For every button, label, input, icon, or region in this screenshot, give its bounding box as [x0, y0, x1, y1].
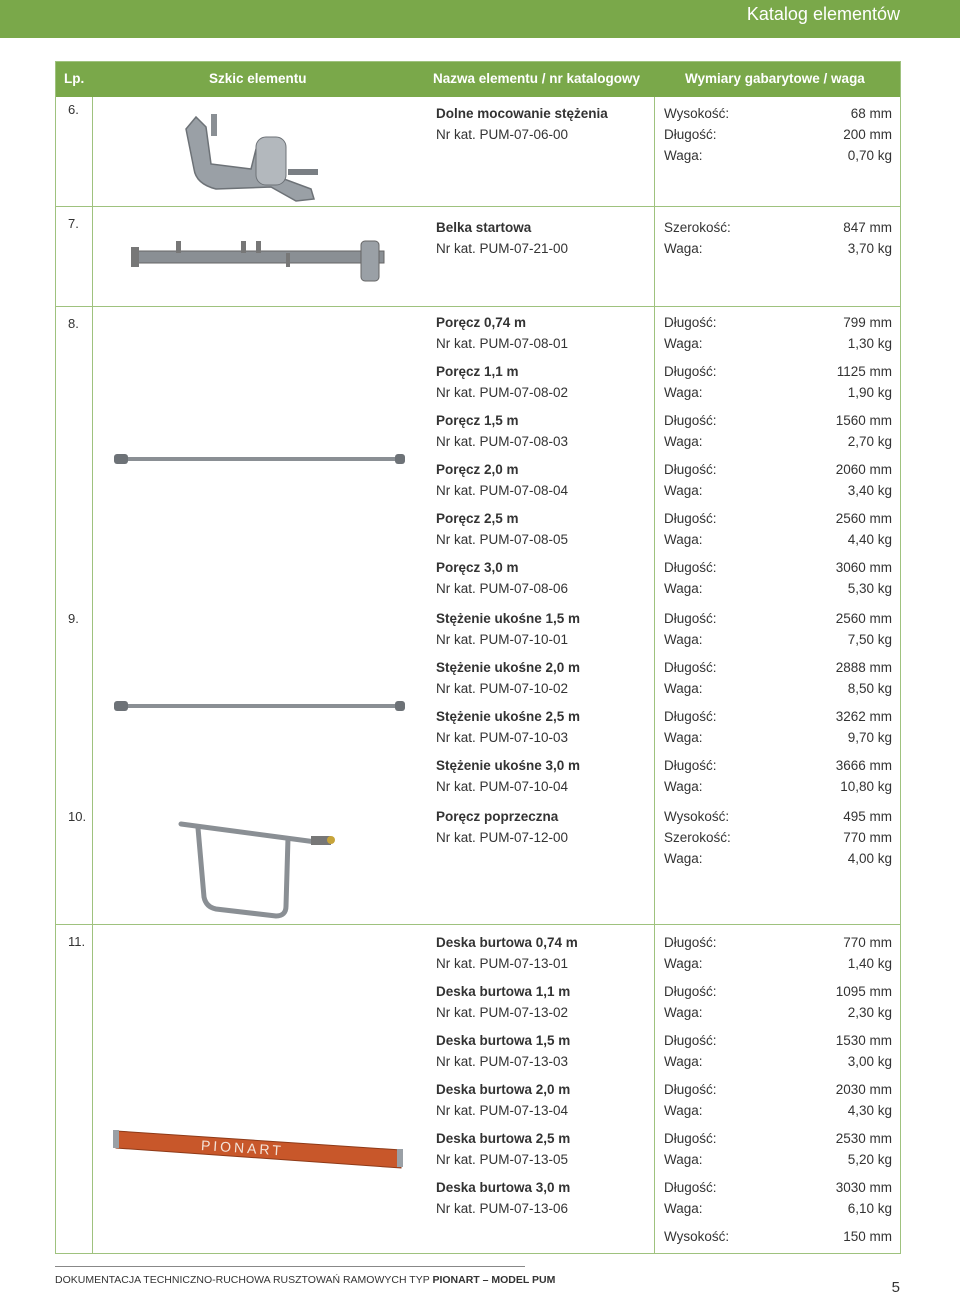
- dim-value: 1125 mm: [836, 364, 892, 379]
- dim-value: 2888 mm: [835, 660, 892, 675]
- item-dims: [664, 312, 892, 354]
- list-item: [436, 706, 651, 748]
- catalog-title: Katalog elementów: [746, 4, 900, 24]
- list-item: [436, 217, 651, 259]
- item-dims: [664, 1079, 892, 1121]
- list-item: [436, 557, 651, 599]
- list-item: [436, 1030, 651, 1072]
- item-code: Nr kat. PUM-07-08-02: [436, 385, 569, 400]
- guardrail-image: [111, 449, 411, 469]
- item-code: Nr kat. PUM-07-08-06: [436, 581, 569, 596]
- dim-label: Waga:: [664, 385, 703, 400]
- item-code: Nr kat. PUM-07-08-04: [436, 483, 569, 498]
- dim-value: 7,50 kg: [847, 632, 892, 647]
- item-code: Nr kat. PUM-07-13-05: [436, 1152, 569, 1167]
- dim-value: 3,00 kg: [847, 1054, 892, 1069]
- row-number: 7.: [68, 216, 79, 231]
- dim-label: Długość:: [664, 364, 717, 379]
- dim-label: Długość:: [664, 511, 717, 526]
- top-banner: [0, 0, 960, 38]
- row-divider: [56, 924, 900, 925]
- list-item: [436, 608, 651, 650]
- dim-value: 5,20 kg: [847, 1152, 892, 1167]
- page-number: 5: [891, 1279, 900, 1296]
- column-divider: [654, 97, 655, 1253]
- item-name: Deska burtowa 1,1 m: [436, 984, 571, 999]
- item-code: Nr kat. PUM-07-10-04: [436, 779, 569, 794]
- dim-value: 4,30 kg: [847, 1103, 892, 1118]
- row-number: 8.: [68, 316, 79, 331]
- dim-label: Długość:: [664, 660, 717, 675]
- starter-beam-image: [126, 223, 391, 293]
- dim-label: Waga:: [664, 956, 703, 971]
- dim-label: Szerokość:: [664, 830, 731, 845]
- dim-value: 1095 mm: [835, 984, 892, 999]
- item-dims: [664, 1030, 892, 1072]
- item-name: Poręcz 1,5 m: [436, 413, 519, 428]
- dim-label: Waga:: [664, 730, 703, 745]
- item-dims: [664, 706, 892, 748]
- item-dims: [664, 217, 892, 259]
- item-code: Nr kat. PUM-07-08-03: [436, 434, 569, 449]
- item-name: Stężenie ukośne 3,0 m: [436, 758, 581, 773]
- dim-label: Długość:: [664, 315, 717, 330]
- dim-value: 3,40 kg: [847, 483, 892, 498]
- dim-label: Długość:: [664, 1180, 717, 1195]
- header-sketch: Szkic elementu: [209, 71, 307, 86]
- item-name: Dolne mocowanie stężenia: [436, 106, 608, 121]
- item-dims: [664, 508, 892, 550]
- header-dims: Wymiary gabarytowe / waga: [685, 71, 865, 86]
- dim-value: 6,10 kg: [847, 1201, 892, 1216]
- dim-value: 2560 mm: [835, 511, 892, 526]
- list-item: [436, 932, 651, 974]
- dim-value: 2,70 kg: [847, 434, 892, 449]
- item-code: Nr kat. PUM-07-10-01: [436, 632, 569, 647]
- item-code: Nr kat. PUM-07-13-01: [436, 956, 569, 971]
- item-code: Nr kat. PUM-07-08-01: [436, 336, 569, 351]
- list-item: [436, 1128, 651, 1170]
- item-code: Nr kat. PUM-07-13-06: [436, 1201, 569, 1216]
- item-name: Poręcz 3,0 m: [436, 560, 519, 575]
- dim-label: Waga:: [664, 632, 703, 647]
- item-name: Stężenie ukośne 1,5 m: [436, 611, 581, 626]
- item-name: Deska burtowa 2,0 m: [436, 1082, 571, 1097]
- list-item: [436, 508, 651, 550]
- dim-value: 1,40 kg: [847, 956, 892, 971]
- list-item: [436, 410, 651, 452]
- dim-label: Długość:: [664, 709, 717, 724]
- row-number: 6.: [68, 102, 79, 117]
- item-name: Poręcz 1,1 m: [436, 364, 519, 379]
- item-dims: [664, 1177, 892, 1247]
- list-item: [436, 1177, 651, 1219]
- dim-label: Długość:: [664, 984, 717, 999]
- item-dims: [664, 755, 892, 797]
- dim-value: 2560 mm: [835, 611, 892, 626]
- dim-value: 2060 mm: [835, 462, 892, 477]
- header-lp: Lp.: [64, 71, 85, 86]
- dim-label: Waga:: [664, 1103, 703, 1118]
- dim-label: Wysokość:: [664, 809, 730, 824]
- dim-label: Długość:: [664, 1033, 717, 1048]
- list-item: [436, 312, 651, 354]
- item-dims: [664, 806, 892, 869]
- row-number: 10.: [68, 809, 87, 824]
- item-name: Deska burtowa 2,5 m: [436, 1131, 571, 1146]
- dim-value: 68 mm: [850, 106, 892, 121]
- item-code: Nr kat. PUM-07-12-00: [436, 830, 569, 845]
- dim-label: Waga:: [664, 336, 703, 351]
- item-name: Deska burtowa 0,74 m: [436, 935, 578, 950]
- header-name: Nazwa elementu / nr katalogowy: [433, 71, 641, 86]
- dim-label: Długość:: [664, 462, 717, 477]
- dim-label: Długość:: [664, 1131, 717, 1146]
- list-item: [436, 755, 651, 797]
- cross-guardrail-image: [176, 812, 336, 922]
- item-dims: [664, 459, 892, 501]
- dim-label: Długość:: [664, 758, 717, 773]
- item-dims: [664, 1128, 892, 1170]
- toe-board-image: [111, 1126, 406, 1181]
- dim-label: Długość:: [664, 935, 717, 950]
- column-divider: [92, 97, 93, 1253]
- dim-value: 3666 mm: [835, 758, 892, 773]
- dim-value: 847 mm: [843, 220, 892, 235]
- item-dims: [664, 361, 892, 403]
- item-dims: [664, 657, 892, 699]
- dim-label: Waga:: [664, 1054, 703, 1069]
- item-name: Poręcz 2,0 m: [436, 462, 519, 477]
- dim-label: Wysokość:: [664, 1229, 730, 1244]
- dim-value: 3262 mm: [835, 709, 892, 724]
- item-code: Nr kat. PUM-07-13-02: [436, 1005, 569, 1020]
- item-name: Deska burtowa 3,0 m: [436, 1180, 571, 1195]
- row-divider: [56, 306, 900, 307]
- list-item: [436, 806, 651, 848]
- dim-label: Długość:: [664, 560, 717, 575]
- dim-value: 5,30 kg: [847, 581, 892, 596]
- item-dims: [664, 557, 892, 599]
- dim-label: Waga:: [664, 681, 703, 696]
- dim-value: 0,70 kg: [847, 148, 892, 163]
- row-divider: [56, 206, 900, 207]
- dim-label: Waga:: [664, 532, 703, 547]
- dim-value: 4,40 kg: [847, 532, 892, 547]
- item-name: Poręcz 2,5 m: [436, 511, 519, 526]
- dim-label: Waga:: [664, 779, 703, 794]
- row-number: 9.: [68, 611, 79, 626]
- item-dims: [664, 103, 892, 166]
- catalog-table: [55, 61, 901, 1254]
- dim-value: 8,50 kg: [847, 681, 892, 696]
- dim-label: Waga:: [664, 148, 703, 163]
- item-name: Poręcz poprzeczna: [436, 809, 559, 824]
- dim-value: 2030 mm: [835, 1082, 892, 1097]
- dim-value: 3,70 kg: [847, 241, 892, 256]
- footer-text: DOKUMENTACJA TECHNICZNO-RUCHOWA RUSZTOWAŃ RAMOWYCH TYP: [55, 1274, 433, 1286]
- diagonal-brace-image: [111, 696, 411, 716]
- item-code: Nr kat. PUM-07-10-03: [436, 730, 569, 745]
- dim-value: 1530 mm: [835, 1033, 892, 1048]
- item-code: Nr kat. PUM-07-13-04: [436, 1103, 569, 1118]
- dim-value: 770 mm: [843, 830, 892, 845]
- item-code: Nr kat. PUM-07-08-05: [436, 532, 569, 547]
- dim-value: 2,30 kg: [847, 1005, 892, 1020]
- dim-label: Długość:: [664, 127, 717, 142]
- item-name: Poręcz 0,74 m: [436, 315, 527, 330]
- list-item: [436, 657, 651, 699]
- footer: [55, 1274, 555, 1286]
- dim-value: 3030 mm: [835, 1180, 892, 1195]
- dim-value: 495 mm: [843, 809, 892, 824]
- table-header: [56, 62, 900, 97]
- list-item: [436, 1079, 651, 1121]
- dim-value: 9,70 kg: [847, 730, 892, 745]
- item-name: Belka startowa: [436, 220, 532, 235]
- item-code: Nr kat. PUM-07-06-00: [436, 127, 569, 142]
- list-item: [436, 103, 651, 145]
- dim-value: 3060 mm: [835, 560, 892, 575]
- row-number: 11.: [68, 934, 86, 949]
- dim-value: 4,00 kg: [847, 851, 892, 866]
- dim-value: 2530 mm: [835, 1131, 892, 1146]
- dim-label: Waga:: [664, 1152, 703, 1167]
- bracket-clamp-image: [176, 109, 326, 204]
- dim-label: Wysokość:: [664, 106, 730, 121]
- dim-value: 1,90 kg: [847, 385, 892, 400]
- dim-label: Długość:: [664, 413, 717, 428]
- dim-label: Waga:: [664, 1005, 703, 1020]
- board-label: PIONART: [200, 1137, 285, 1159]
- dim-value: 1560 mm: [835, 413, 892, 428]
- dim-label: Waga:: [664, 241, 703, 256]
- item-name: Stężenie ukośne 2,0 m: [436, 660, 581, 675]
- item-dims: [664, 608, 892, 650]
- item-name: Stężenie ukośne 2,5 m: [436, 709, 581, 724]
- item-dims: [664, 932, 892, 974]
- dim-value: 799 mm: [843, 315, 892, 330]
- dim-value: 150 mm: [843, 1229, 892, 1244]
- list-item: [436, 361, 651, 403]
- dim-label: Długość:: [664, 611, 717, 626]
- item-name: Deska burtowa 1,5 m: [436, 1033, 571, 1048]
- item-dims: [664, 981, 892, 1023]
- dim-label: Waga:: [664, 581, 703, 596]
- footer-rule: [55, 1266, 525, 1267]
- item-code: Nr kat. PUM-07-13-03: [436, 1054, 569, 1069]
- dim-label: Waga:: [664, 483, 703, 498]
- list-item: [436, 459, 651, 501]
- footer-brand: PIONART – MODEL PUM: [432, 1274, 556, 1286]
- dim-value: 1,30 kg: [847, 336, 892, 351]
- dim-value: 10,80 kg: [840, 779, 892, 794]
- dim-label: Waga:: [664, 1201, 703, 1216]
- dim-label: Długość:: [664, 1082, 717, 1097]
- dim-value: 770 mm: [843, 935, 892, 950]
- item-dims: [664, 410, 892, 452]
- item-code: Nr kat. PUM-07-21-00: [436, 241, 569, 256]
- dim-label: Szerokość:: [664, 220, 731, 235]
- dim-label: Waga:: [664, 851, 703, 866]
- dim-label: Waga:: [664, 434, 703, 449]
- list-item: [436, 981, 651, 1023]
- item-code: Nr kat. PUM-07-10-02: [436, 681, 569, 696]
- dim-value: 200 mm: [843, 127, 892, 142]
